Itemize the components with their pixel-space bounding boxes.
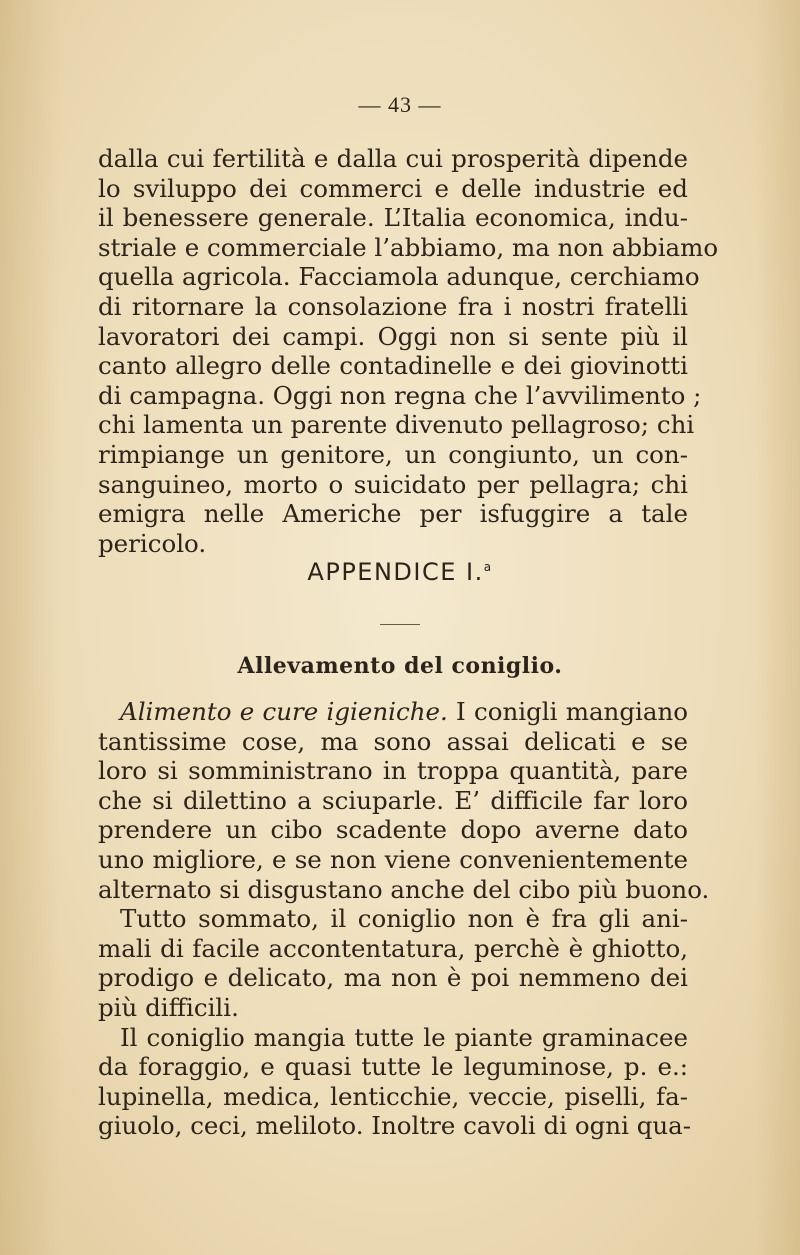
text-line: lavoratori dei campi. Oggi non si sente più il <box>98 321 688 351</box>
text-line: sanguineo, morto o suicidato per pellagra; chi <box>98 469 688 499</box>
text-line: lo sviluppo dei commerci e delle industrie ed <box>98 173 688 203</box>
text-line: di ritornare la consolazione fra i nostri fratelli <box>98 291 688 321</box>
text-line: canto allegro delle contadinelle e dei giovinotti <box>98 351 688 381</box>
text-line: di campagna. Oggi non regna che l’avvilimento ; <box>98 380 702 410</box>
text-line: più difficili. <box>98 992 239 1022</box>
text-line: mali di facile accontentatura, perchè è ghiotto, <box>98 933 688 963</box>
text-line: quella agricola. Facciamola adunque, cerchiamo <box>98 262 700 292</box>
paragraph-1 <box>98 144 719 558</box>
text-line: dalla cui fertilità e dalla cui prosperità dipende <box>98 144 688 173</box>
text-line: lupinella, medica, lenticchie, veccie, piselli, fa- <box>98 1081 688 1111</box>
text-line <box>98 697 688 727</box>
text-line: striale e commerciale l’abbiamo, ma non abbiamo <box>98 232 719 262</box>
text-line: chi lamenta un parente divenuto pellagroso; chi <box>98 410 695 440</box>
text-line: tantissime cose, ma sono assai delicati e se <box>98 726 688 756</box>
text-line: alternato si disgustano anche del cibo più buono. <box>98 874 710 904</box>
section-divider <box>380 624 420 625</box>
first-line-rest: I conigli mangiano <box>447 697 688 726</box>
text-line: il benessere generale. L’Italia economica, indu- <box>98 203 688 233</box>
text-line: rimpiange un genitore, un congiunto, un con- <box>98 439 688 469</box>
italic-lead: Alimento e cure igieniche. <box>120 697 448 726</box>
text-line: Il coniglio mangia tutte le piante graminacee <box>120 1022 688 1052</box>
page-edge-stain-left <box>0 0 60 1255</box>
paragraph-2 <box>98 697 710 1141</box>
text-line: prendere un cibo scadente dopo averne dato <box>98 815 688 845</box>
text-line: Tutto sommato, il coniglio non è fra gli ani- <box>120 904 688 934</box>
text-line: uno migliore, e se non viene convenientemente <box>98 844 688 874</box>
text-line: loro si somministrano in troppa quantità, pare <box>98 756 688 786</box>
appendix-superscript: a <box>483 560 493 574</box>
text-line: che si dilettino a sciuparle. E’ difficile far loro <box>98 785 688 815</box>
text-line: giuolo, ceci, meliloto. Inoltre cavoli di ogni qua- <box>98 1111 692 1141</box>
text-line: emigra nelle Americhe per isfuggire a tale <box>98 499 688 529</box>
page-number: — 43 — <box>358 92 442 117</box>
text-line: prodigo e delicato, ma non è poi nemmeno dei <box>98 963 688 993</box>
appendix-label: APPENDICE I. <box>307 558 484 586</box>
text-line: pericolo. <box>98 528 207 558</box>
text-line: da foraggio, e quasi tutte le leguminose, p. e.: <box>98 1052 688 1082</box>
section-title: Allevamento del coniglio. <box>237 653 563 679</box>
appendix-heading <box>0 558 800 586</box>
page-edge-stain-right <box>755 0 800 1255</box>
